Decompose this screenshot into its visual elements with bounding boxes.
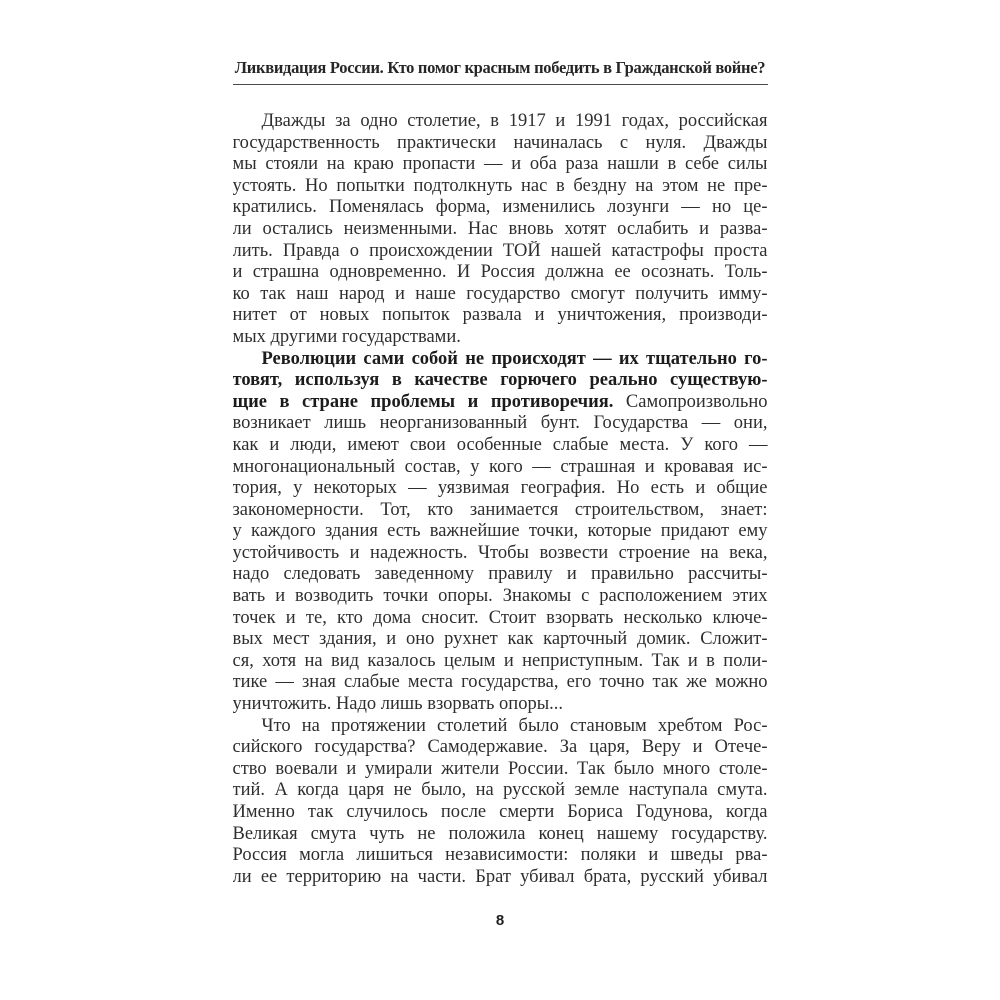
text-line: лить. Правда о происхождении ТОЙ нашей катастрофы проста [232, 240, 768, 261]
text-line: ли остались неизменными. Нас вновь хотят ослабить и разва- [232, 218, 768, 239]
text-line: закономерности. Тот, кто занимается строительством, знает: [232, 499, 768, 520]
text-line: сийского государства? Самодержавие. За царя, Веру и Отече- [232, 737, 768, 758]
text-line: тий. А когда царя не было, на русской земле наступала смута. [232, 780, 768, 801]
text-line: возникает лишь неорганизованный бунт. Государства — они, [232, 413, 768, 434]
text-line: тория, у некоторых — уязвимая география. Но есть и общие [232, 478, 768, 499]
text-line: тике — зная слабые места государства, его точно так же можно [232, 672, 768, 693]
text-line: нитет от новых попыток развала и уничтожения, производи- [232, 305, 768, 326]
text-line: устойчивость и надежность. Чтобы возвести строение на века, [232, 542, 768, 563]
text-line: кратились. Поменялась форма, изменились лозунги — но це- [232, 197, 768, 218]
text-line: Что на протяжении столетий было становым хребтом Рос- [261, 715, 768, 736]
text-line: щие в стране проблемы и противоречия. Самопроизвольно [232, 391, 768, 412]
text-line: надо следовать заведенному правилу и правильно рассчиты- [232, 564, 768, 585]
text-line: многонациональный состав, у кого — страшная и кровавая ис- [232, 456, 768, 477]
body-text [233, 111, 768, 888]
text-line: Именно так случилось после смерти Бориса Годунова, когда [232, 802, 768, 822]
text-line: и страшна одновременно. И Россия должна ее осознать. Толь- [232, 262, 768, 283]
text-line: у каждого здания есть важнейшие точки, которые придают ему [232, 521, 768, 542]
text-line: как и люди, имеют свои особенные слабые места. У кого — [232, 434, 768, 455]
text-line [233, 370, 768, 392]
text-line: ся, хотя на вид казалось целым и неприступным. Так и в поли- [232, 650, 768, 671]
text-line: ство воевали и умирали жители России. Так было много столе- [232, 758, 768, 779]
text-line: мых другими государствами. [232, 326, 461, 347]
bold-text: Революции сами собой не происходят — их тщательно го- [261, 348, 768, 369]
text-line: уничтожить. Надо лишь взорвать опоры... [232, 694, 563, 715]
text-line: устоять. Но попытки подтолкнуть нас в бездну на этом не пре- [232, 175, 768, 196]
text-line: вых мест здания, и оно рухнет как карточный домик. Сложит- [232, 629, 768, 650]
running-header: Ликвидация России. Кто помог красным победить в Гражданской войне? [233, 58, 768, 85]
text-line: вать и возводить точки опоры. Знакомы с расположением этих [232, 586, 768, 607]
text-line: Великая смута чуть не положила конец нашему государству. [232, 823, 768, 844]
bold-text: щие в стране проблемы и противоречия. [232, 391, 614, 412]
text-line: ли ее территорию на части. Брат убивал брата, русский убивал [232, 866, 768, 887]
text-line: Россия могла лишиться независимости: поляки и шведы рва- [232, 845, 768, 866]
paragraph [233, 349, 768, 716]
text-line: мы стояли на краю пропасти — и оба раза нашли в себе силы [232, 154, 768, 175]
text-line: Дважды за одно столетие, в 1917 и 1991 годах, российская [261, 111, 768, 131]
paragraph [233, 716, 768, 889]
book-page [233, 0, 768, 929]
text-line: точек и те, кто дома сносит. Стоит взорвать несколько ключе- [232, 607, 768, 628]
page-number: 8 [495, 912, 505, 930]
text-line: государственность практически начиналась с нуля. Дважды [232, 132, 768, 153]
text-line [233, 349, 768, 371]
text-line: ко так наш народ и наше государство смогут получить имму- [232, 283, 768, 304]
paragraph [233, 111, 768, 349]
bold-text: товят, используя в качестве горючего реально существую- [232, 370, 768, 391]
